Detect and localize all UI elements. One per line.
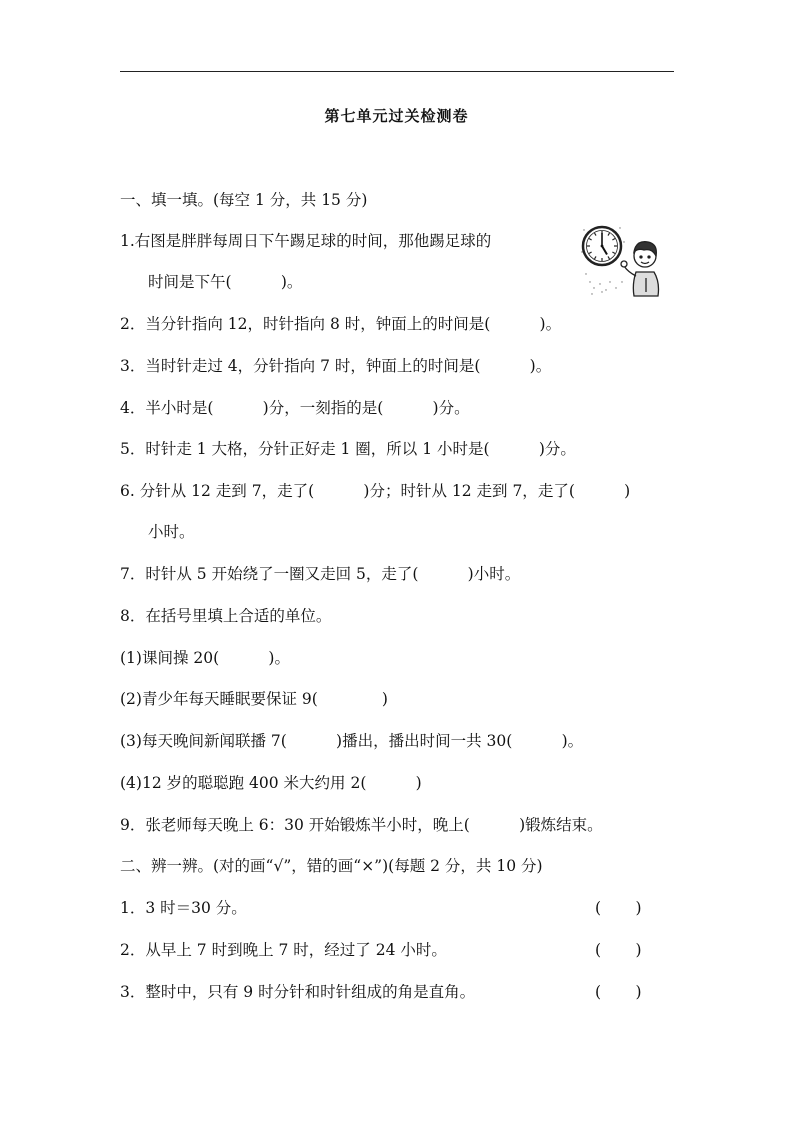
section2-heading: 二、辨一辨。(对的画“√”，错的画“×”)(每题 2 分，共 10 分) <box>120 857 543 875</box>
boy <box>621 242 659 296</box>
page-title: 第七单元过关检测卷 <box>324 107 469 125</box>
question-9: 9．张老师每天晚上 6：30 开始锻炼半小时，晚上( )锻炼结束。 <box>120 816 603 834</box>
question-5: 5．时针走 1 大格，分针正好走 1 圈，所以 1 小时是( )分。 <box>120 440 576 458</box>
judge-item-2: 2．从早上 7 时到晚上 7 时，经过了 24 小时。 <box>120 941 447 959</box>
question-7: 7．时针从 5 开始绕了一圈又走回 5，走了( )小时。 <box>120 565 521 583</box>
question-8-1: (1)课间操 20( )。 <box>120 649 290 667</box>
question-8-4: (4)12 岁的聪聪跑 400 米大约用 2( ) <box>120 774 422 792</box>
question-6-line2: 小时。 <box>148 523 195 541</box>
judge-item-1-blank: ( ) <box>595 899 642 917</box>
question-8: 8．在括号里填上合适的单位。 <box>120 607 332 625</box>
judge-item-1: 1．3 时＝30 分。 <box>120 899 247 917</box>
question-8-3: (3)每天晚间新闻联播 7( )播出，播出时间一共 30( )。 <box>120 732 584 750</box>
question-8-2: (2)青少年每天睡眠要保证 9( ) <box>120 690 388 708</box>
question-1-line2: 时间是下午( )。 <box>148 273 303 291</box>
clock <box>583 227 621 265</box>
judge-item-3-blank: ( ) <box>595 983 642 1001</box>
judge-item-2-blank: ( ) <box>595 941 642 959</box>
header-rule <box>120 71 674 72</box>
question-6-line1: 6. 分针从 12 走到 7，走了( )分；时针从 12 走到 7，走了( ) <box>120 482 631 500</box>
judge-item-3: 3．整时中，只有 9 时分针和时针组成的角是直角。 <box>120 983 476 1001</box>
question-3: 3．当时针走过 4，分针指向 7 时，钟面上的时间是( )。 <box>120 357 552 375</box>
section1-heading: 一、填一填。(每空 1 分，共 15 分) <box>120 191 368 209</box>
question-2: 2．当分针指向 12，时针指向 8 时，钟面上的时间是( )。 <box>120 315 562 333</box>
question-4: 4．半小时是( )分，一刻指的是( )分。 <box>120 399 470 417</box>
clock-boy-icon <box>580 222 662 298</box>
question-1-line1: 1.右图是胖胖每周日下午踢足球的时间，那他踢足球的 <box>120 232 492 250</box>
